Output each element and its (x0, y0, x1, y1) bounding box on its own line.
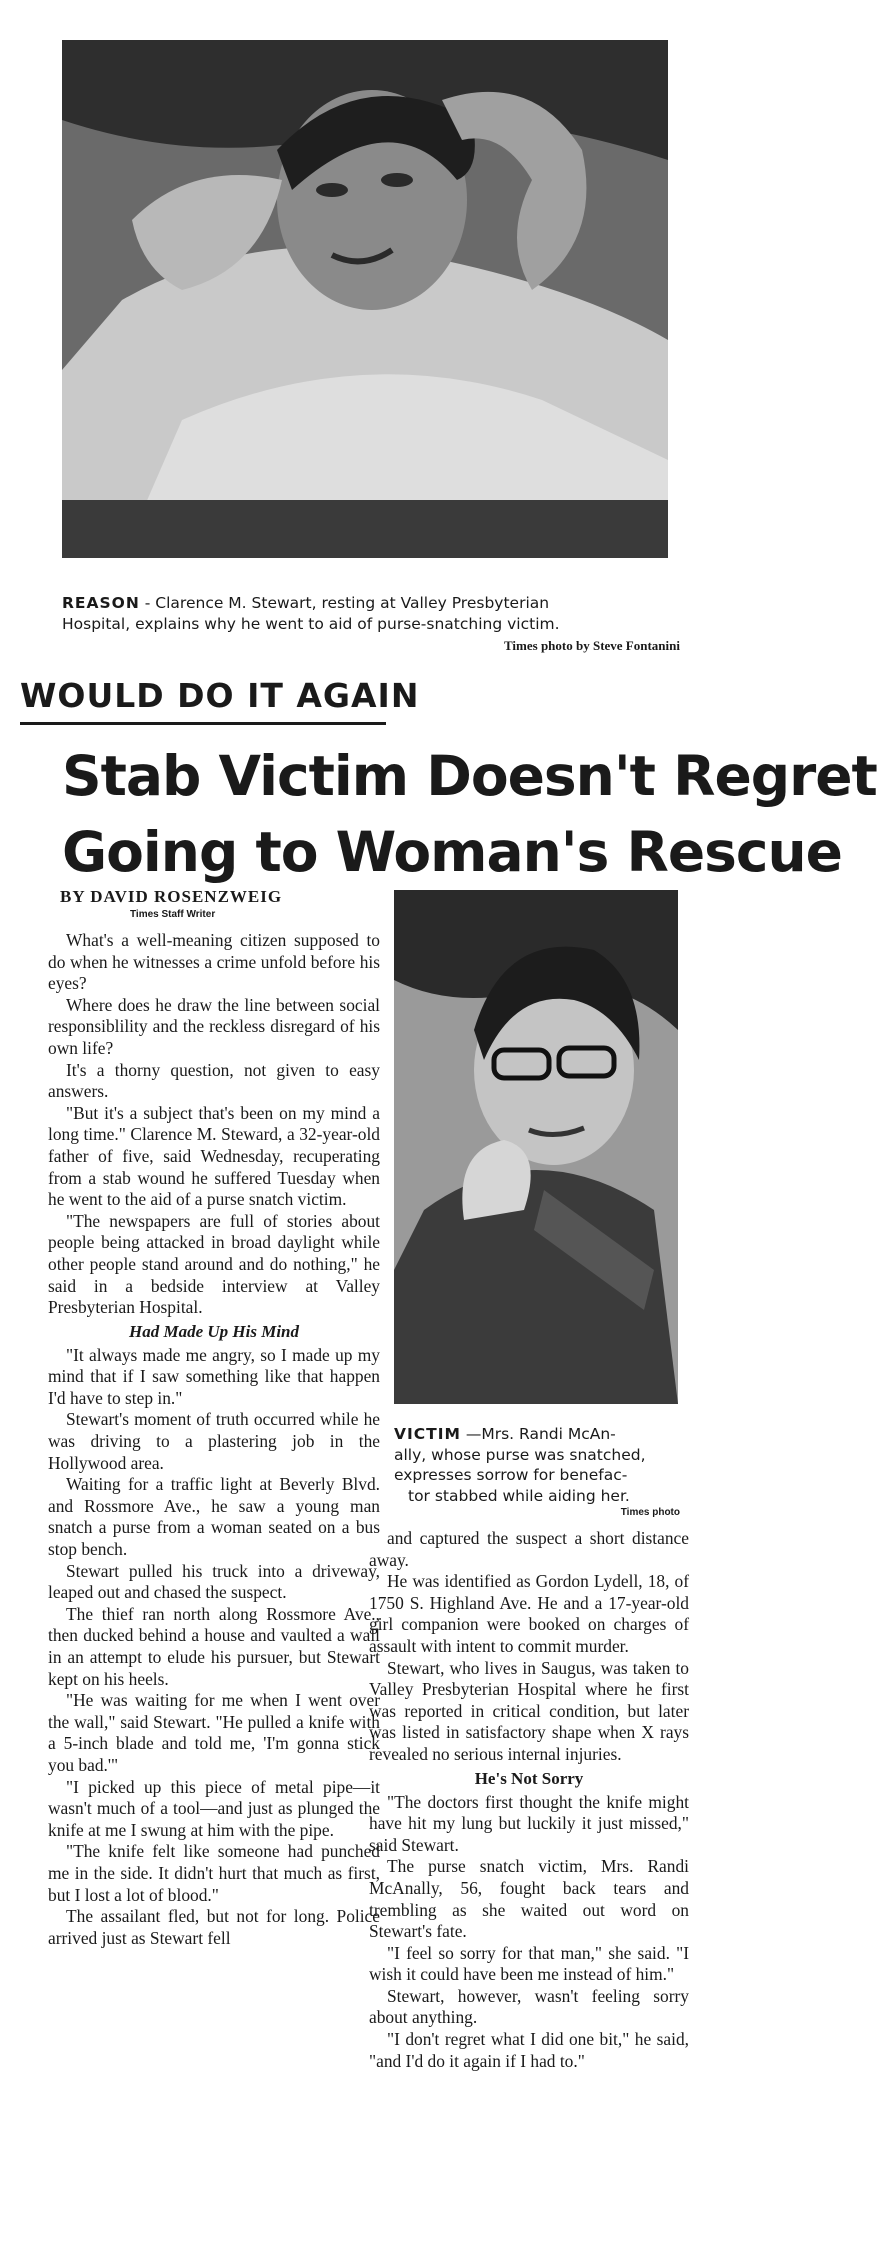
side-caption-line2: ally, whose purse was snatched, (394, 1445, 646, 1464)
subhead-made-up-mind: Had Made Up His Mind (128, 1321, 300, 1341)
article-paragraph: "But it's a subject that's been on my mind a long time." Clarence M. Steward, a 32-year-old father of five, said Wednesday, recuperating from a stab wound he suffered Tuesday when he went to the aid of a purse snatch victim. (48, 1102, 380, 1210)
left-column-paragraphs-b (48, 1345, 380, 1950)
caption-text-line2: Hospital, explains why he went to aid of purse-snatching victim. (62, 615, 560, 633)
right-column-paragraphs-b (369, 1792, 689, 2073)
headline-line1: Stab Victim Doesn't Regret (62, 744, 877, 808)
side-caption-label: VICTIM (394, 1425, 461, 1443)
left-column (48, 930, 380, 1949)
article-paragraph: Waiting for a traffic light at Beverly Blvd. and Rossmore Ave., he saw a young man snatch a purse from a woman seated on a bus stop bench. (48, 1474, 380, 1560)
woman-with-glasses-image (394, 890, 678, 1404)
article-paragraph: The assailant fled, but not for long. Police arrived just as Stewart fell (48, 1906, 380, 1948)
kicker-rule (20, 722, 386, 725)
side-caption-line3: expresses sorrow for benefac- (394, 1466, 628, 1484)
side-caption-line1: —Mrs. Randi McAn- (465, 1425, 616, 1443)
article-paragraph: "It always made me angry, so I made up my mind that if I saw something like that happen I'd have to step in." (48, 1344, 380, 1408)
article-paragraph: Where does he draw the line between social responsiblility and the reckless disregard of his own life? (48, 994, 380, 1058)
top-photo-caption (62, 593, 682, 635)
article-paragraph: Stewart, who lives in Saugus, was taken to Valley Presbyterian Hospital where he first was reported in critical condition, but later was listed in satisfactory shape when X rays revealed no serious internal injuries. (369, 1657, 689, 1764)
byline: BY DAVID ROSENZWEIG (60, 887, 283, 906)
article-paragraph: The purse snatch victim, Mrs. Randi McAnally, 56, fought back tears and trembling as she waited out word on Stewart's fate. (369, 1856, 689, 1942)
article-paragraph: The thief ran north along Rossmore Ave., then ducked behind a house and vaulted a wall in an attempt to elude his pursuer, but Stewart kept on his heels. (48, 1603, 380, 1689)
article-paragraph: Stewart's moment of truth occurred while he was driving to a plastering job in the Hollywood area. (48, 1409, 380, 1473)
side-photo-caption (394, 1424, 690, 1506)
reclining-man-image (62, 40, 668, 558)
top-photo (62, 40, 668, 558)
photo-credit: Times photo by Steve Fontanini (503, 638, 680, 653)
side-caption-line4: tor stabbed while aiding her. (408, 1486, 630, 1505)
article-paragraph: and captured the suspect a short distance away. (369, 1528, 689, 1570)
article-paragraph: What's a well-meaning citizen supposed to do when he witnesses a crime unfold before his eyes? (48, 930, 380, 994)
article-paragraph: He was identified as Gordon Lydell, 18, of 1750 S. Highland Ave. He and a 17-year-old girl companion were booked on charges of assault with intent to commit murder. (369, 1571, 689, 1656)
article-paragraph: Stewart pulled his truck into a driveway, leaped out and chased the suspect. (48, 1560, 380, 1603)
left-column-paragraphs-a (48, 930, 380, 1319)
article-paragraph: "The doctors first thought the knife might have hit my lung but luckily it just missed," said Stewart. (369, 1791, 689, 1855)
side-photo (394, 890, 678, 1404)
article-paragraph: Stewart, however, wasn't feeling sorry about anything. (369, 1985, 689, 2028)
article-paragraph: It's a thorny question, not given to easy answers. (48, 1059, 380, 1102)
article-paragraph: "I picked up this piece of metal pipe—it wasn't much of a tool—and just as plunged the knife at me I swung at him with the pipe. (48, 1776, 380, 1840)
article-paragraph: "The newspapers are full of stories about people being attacked in broad daylight while other people stand around and do nothing," he said in a bedside interview at Valley Presbyterian Hospital. (48, 1210, 380, 1318)
byline-title: Times Staff Writer (130, 909, 216, 920)
right-column (369, 1528, 689, 2072)
side-photo-credit: Times photo (620, 1507, 680, 1518)
article-paragraph: "He was waiting for me when I went over the wall," said Stewart. "He pulled a knife with a 5-inch blade and told me, 'I'm gonna stick you bad.'" (48, 1690, 380, 1775)
article-paragraph: "I don't regret what I did one bit," he said, "and I'd do it again if I had to." (369, 2029, 689, 2071)
article-paragraph: "I feel so sorry for that man," she said. "I wish it could have been me instead of him." (369, 1942, 689, 1985)
subhead-not-sorry: He's Not Sorry (474, 1768, 584, 1788)
kicker: WOULD DO IT AGAIN (20, 676, 420, 715)
right-column-paragraphs-a (369, 1528, 689, 1766)
caption-label: REASON (62, 594, 140, 612)
headline-line2: Going to Woman's Rescue (62, 820, 842, 884)
headline (62, 738, 877, 890)
article-paragraph: "The knife felt like someone had punched me in the side. It didn't hurt that much as first, but I lost a lot of blood." (48, 1841, 380, 1905)
caption-text-line1: - Clarence M. Stewart, resting at Valley Presbyterian (144, 594, 550, 612)
